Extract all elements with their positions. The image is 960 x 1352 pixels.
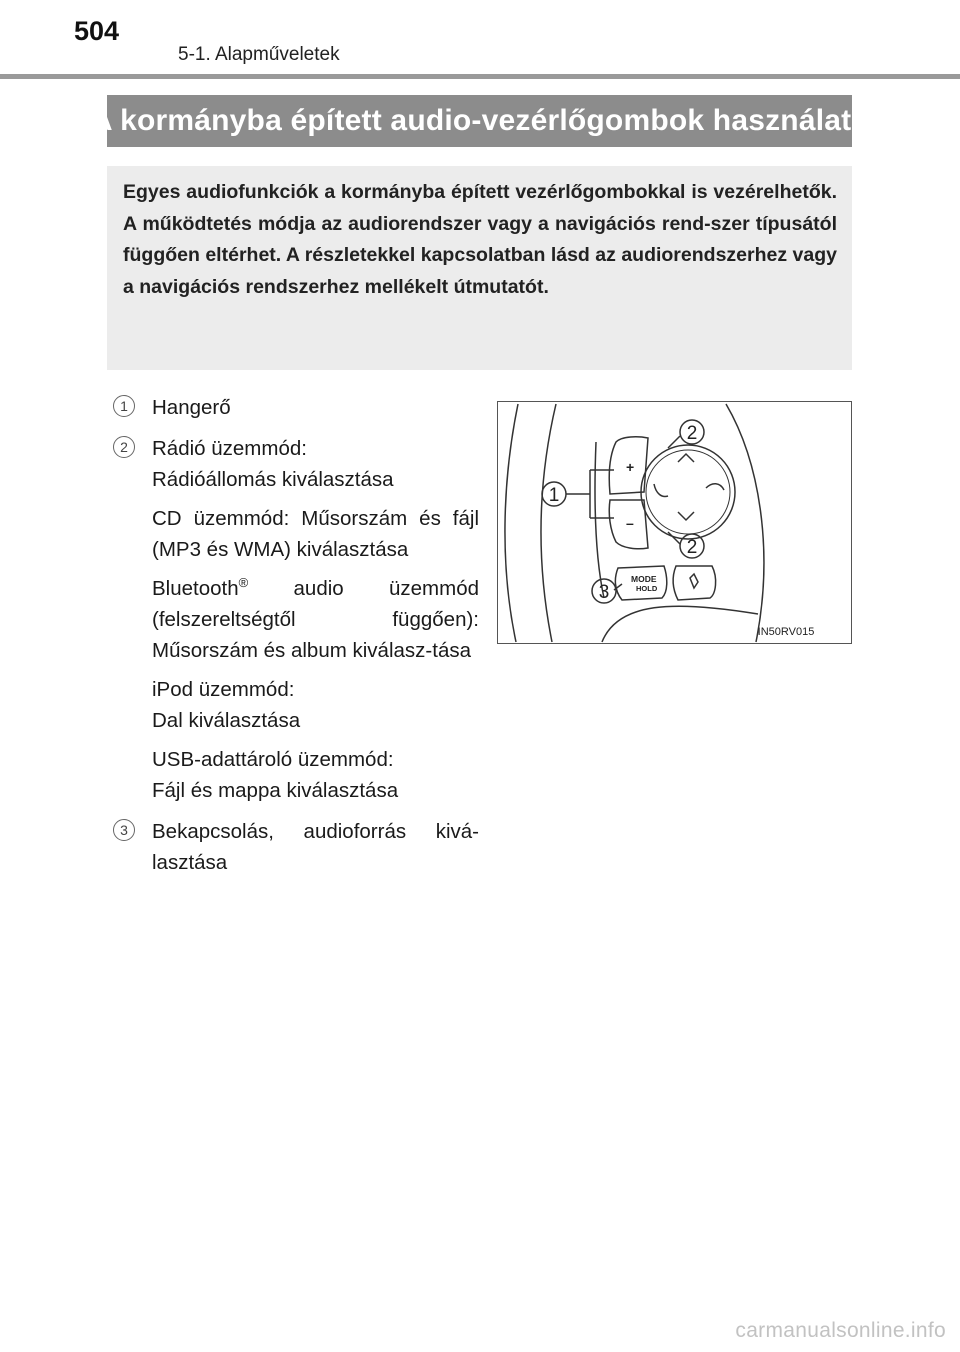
item-text: Bekapcsolás, audioforrás kivá-lasztása [152, 820, 479, 874]
volume-minus-glyph: – [626, 515, 634, 531]
bluetooth-mode-text [152, 573, 479, 666]
item-list [113, 392, 479, 878]
item-text: Hangerő [152, 396, 231, 419]
chevron-up-icon [678, 454, 694, 462]
steering-controls-drawing [498, 402, 851, 643]
list-item [113, 392, 479, 423]
ipod-mode-label: iPod üzemmód: [152, 678, 295, 701]
callout-3-number: 3 [598, 582, 610, 603]
footer-watermark: carmanualsonline.info [735, 1319, 946, 1342]
item-number-badge: 3 [113, 819, 135, 841]
phone-pickup-icon [654, 484, 668, 497]
list-item [113, 433, 479, 806]
wheel-rim-outer-left [505, 404, 518, 642]
intro-text: Egyes audiofunkciók a kormányba épített vezérlőgombokkal is vezérelhetők. A működtetés módja az audiorendszer vagy a navigációs rend-szer típusától függően eltérhet. A részletekkel kapcsolatban lásd az audiorendszerhez vagy a navigációs rendszerhez mellékelt útmutatót. [123, 181, 837, 298]
control-panel-edge [595, 442, 604, 598]
title-bar [90, 95, 869, 147]
talk-button [673, 566, 715, 600]
wheel-rim-inner-left [541, 404, 556, 642]
mode-label: MODE [631, 574, 657, 584]
page-number: 504 [74, 16, 120, 46]
selector-pad [641, 445, 735, 539]
ipod-mode-text [152, 674, 479, 736]
callout-1-number: 1 [548, 485, 560, 506]
chevron-down-icon [678, 512, 694, 520]
item-number-badge: 2 [113, 436, 135, 458]
steering-wheel-illustration [497, 401, 852, 644]
item-number-badge: 1 [113, 395, 135, 417]
usb-mode-desc: Fájl és mappa kiválasztása [152, 779, 399, 802]
bluetooth-desc: audio üzemmód (felszereltségtől függően): Műsorszám és album kiválasz-tása [152, 577, 479, 662]
callout-2-bottom-number: 2 [686, 537, 698, 558]
header-rule [0, 74, 960, 79]
radio-mode-desc: Rádióállomás kiválasztása [152, 468, 394, 491]
usb-mode-text [152, 744, 479, 806]
wheel-spoke-line [602, 606, 758, 642]
intro-box [107, 166, 852, 370]
section-label: 5-1. Alapműveletek [178, 44, 340, 65]
voice-icon [690, 574, 698, 588]
usb-mode-label: USB-adattároló üzemmód: [152, 748, 394, 771]
bluetooth-word: Bluetooth [152, 577, 239, 600]
registered-mark: ® [238, 575, 249, 591]
figure-code: IN50RV015 [757, 626, 815, 638]
selector-pad-inner [646, 450, 730, 534]
volume-plus-glyph: + [626, 459, 635, 475]
ipod-mode-desc: Dal kiválasztása [152, 709, 301, 732]
callout-2-top-number: 2 [686, 423, 698, 444]
radio-mode-text [152, 433, 479, 495]
wheel-rim-right [726, 404, 764, 642]
cd-mode-text: CD üzemmód: Műsorszám és fájl (MP3 és WMA) kiválasztása [152, 507, 479, 561]
list-item [113, 816, 479, 878]
hold-label: HOLD [636, 584, 658, 593]
radio-mode-label: Rádió üzemmód: [152, 437, 307, 460]
page-title: A kormányba épített audio-vezérlőgombok használata [90, 104, 869, 137]
phone-hangup-icon [706, 484, 724, 490]
